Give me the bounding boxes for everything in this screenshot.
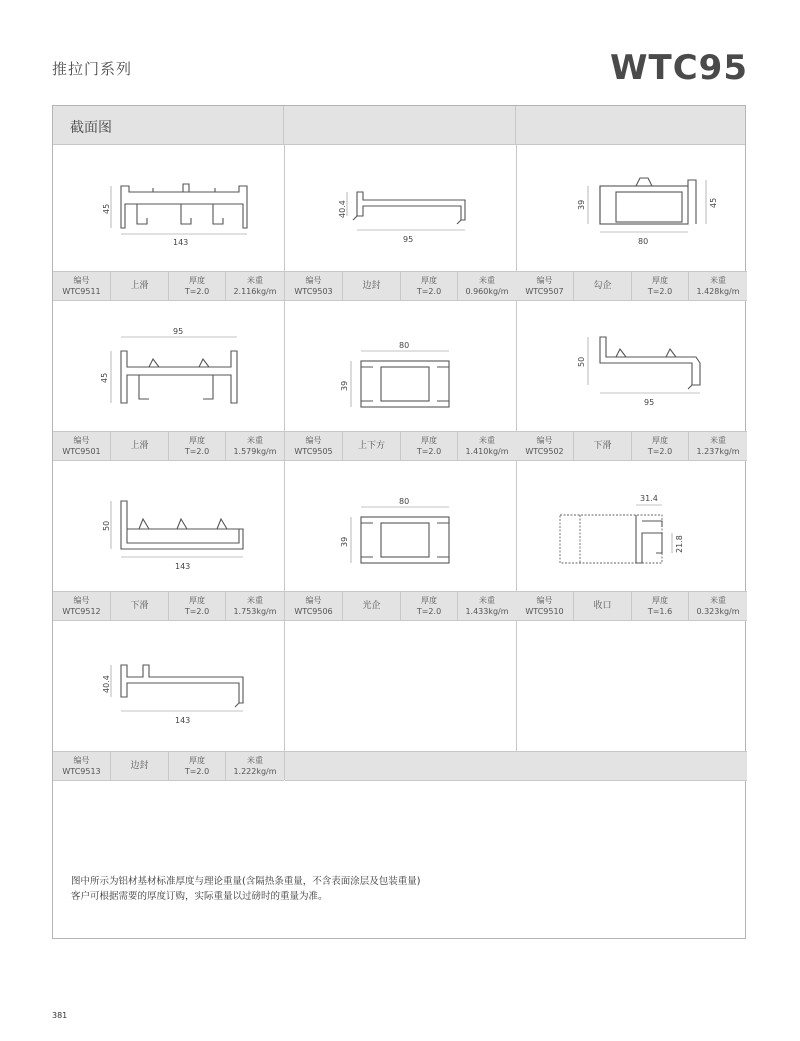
info-bar (53, 591, 284, 621)
profile-name: 下滑 (130, 601, 149, 611)
code-label: 编号 (305, 596, 322, 605)
weight-label: 米重 (247, 436, 263, 445)
code-value: WTC9507 (525, 287, 564, 296)
note-line-1: 图中所示为铝材基材标准厚度与理论重量(含隔热条重量，不含表面涂层及包装重量) (71, 876, 421, 887)
code-value: WTC9506 (294, 607, 333, 616)
profile-cell-wtc9507 (516, 144, 747, 301)
thickness-value: T=2.0 (184, 607, 210, 616)
dim-width: 95 (644, 398, 655, 407)
weight-label: 米重 (479, 276, 495, 285)
dim-width: 80 (638, 237, 649, 246)
profile-cell-wtc9505 (285, 301, 516, 461)
dim-width: 31.4 (640, 494, 658, 503)
code-value: WTC9501 (62, 447, 101, 456)
page-number: 381 (52, 1011, 68, 1020)
profile-name: 上下方 (357, 441, 385, 451)
thickness-label: 厚度 (421, 276, 437, 285)
code-label: 编号 (73, 596, 90, 605)
code-label: 编号 (305, 276, 322, 285)
profile-drawing-wtc9501 (53, 301, 284, 431)
profile-cell-wtc9506 (285, 461, 516, 621)
profile-name: 收口 (593, 601, 612, 611)
profile-name: 勾企 (593, 281, 612, 291)
profile-drawing-wtc9512 (53, 461, 284, 591)
thickness-label: 厚度 (189, 276, 205, 285)
profile-cell-wtc9511 (53, 144, 284, 301)
info-bar (53, 271, 284, 301)
thickness-label: 厚度 (421, 436, 437, 445)
weight-label: 米重 (247, 276, 263, 285)
info-bar (516, 271, 747, 301)
profile-drawing-wtc9503 (285, 144, 516, 271)
dim-height: 50 (577, 356, 586, 367)
info-bar (285, 271, 516, 301)
empty-info-bar (285, 751, 516, 781)
weight-label: 米重 (710, 436, 726, 445)
thickness-label: 厚度 (189, 756, 205, 765)
profile-drawing-wtc9506 (285, 461, 516, 591)
profile-name: 上滑 (130, 441, 149, 451)
profile-name: 上滑 (130, 281, 149, 291)
dim-height: 45 (100, 372, 109, 383)
weight-value: 1.579kg/m (233, 447, 277, 456)
profile-cell-wtc9510 (516, 461, 747, 621)
code-label: 编号 (536, 436, 553, 445)
weight-value: 0.323kg/m (696, 607, 740, 616)
dim-height: 45 (102, 203, 111, 214)
weight-label: 米重 (247, 756, 263, 765)
dim-height-left: 39 (577, 199, 586, 210)
thickness-label: 厚度 (189, 596, 205, 605)
weight-value: 2.116kg/m (233, 287, 277, 296)
info-bar (53, 431, 284, 461)
thickness-value: T=2.0 (416, 447, 442, 456)
thickness-label: 厚度 (652, 436, 668, 445)
profile-cell-wtc9501 (53, 301, 284, 461)
thickness-value: T=2.0 (184, 287, 210, 296)
profile-drawing-wtc9511 (53, 144, 284, 271)
profile-name: 边封 (130, 761, 149, 771)
weight-value: 1.222kg/m (233, 767, 277, 776)
dim-width: 143 (175, 716, 191, 725)
info-bar (285, 431, 516, 461)
profile-drawing-wtc9505 (285, 301, 516, 431)
table-header (53, 106, 745, 145)
weight-value: 1.433kg/m (465, 607, 509, 616)
dim-height: 21.8 (675, 535, 684, 553)
weight-label: 米重 (710, 276, 726, 285)
code-label: 编号 (305, 436, 322, 445)
weight-value: 1.428kg/m (696, 287, 740, 296)
weight-label: 米重 (479, 436, 495, 445)
dim-height: 39 (340, 380, 349, 391)
dim-width: 95 (403, 235, 414, 244)
code-label: 编号 (73, 756, 90, 765)
code-label: 编号 (536, 596, 553, 605)
code-label: 编号 (536, 276, 553, 285)
thickness-value: T=2.0 (184, 767, 210, 776)
profile-cell-wtc9513 (53, 621, 284, 781)
info-bar (285, 591, 516, 621)
info-bar (516, 591, 747, 621)
dim-width: 95 (173, 327, 184, 336)
weight-note (71, 874, 420, 904)
code-value: WTC9512 (62, 607, 101, 616)
weight-label: 米重 (710, 596, 726, 605)
dim-width: 80 (399, 341, 410, 350)
thickness-label: 厚度 (652, 596, 668, 605)
profile-table (52, 105, 746, 939)
weight-value: 1.237kg/m (696, 447, 740, 456)
info-bar (53, 751, 284, 781)
dim-height: 40.4 (338, 200, 347, 218)
thickness-label: 厚度 (421, 596, 437, 605)
dim-height-right: 45 (709, 197, 718, 208)
section-title: 截面图 (70, 120, 112, 136)
weight-label: 米重 (247, 596, 263, 605)
code-value: WTC9502 (525, 447, 564, 456)
thickness-value: T=2.0 (647, 287, 673, 296)
weight-label: 米重 (479, 596, 495, 605)
thickness-value: T=1.6 (647, 607, 673, 616)
profile-name: 光企 (362, 601, 381, 611)
dim-width: 143 (173, 238, 189, 247)
profile-drawing-wtc9502 (516, 301, 747, 431)
dim-height: 50 (102, 520, 111, 531)
dim-height: 40.4 (102, 675, 111, 693)
profile-cell-wtc9503 (285, 144, 516, 301)
thickness-value: T=2.0 (416, 287, 442, 296)
profile-drawing-wtc9510 (516, 461, 747, 591)
info-bar (516, 431, 747, 461)
code-label: 编号 (73, 276, 90, 285)
profile-cell-wtc9512 (53, 461, 284, 621)
dim-width: 143 (175, 562, 191, 571)
code-value: WTC9513 (62, 767, 101, 776)
thickness-value: T=2.0 (184, 447, 210, 456)
note-line-2: 客户可根据需要的厚度订购，实际重量以过磅时的重量为准。 (71, 891, 328, 902)
profile-name: 边封 (362, 281, 381, 291)
weight-value: 1.753kg/m (233, 607, 277, 616)
profile-drawing-wtc9513 (53, 621, 284, 751)
code-value: WTC9511 (62, 287, 101, 296)
profile-name: 下滑 (593, 441, 612, 451)
profile-cell-wtc9502 (516, 301, 747, 461)
code-value: WTC9505 (294, 447, 333, 456)
code-value: WTC9510 (525, 607, 564, 616)
thickness-label: 厚度 (189, 436, 205, 445)
dim-height: 39 (340, 536, 349, 547)
code-label: 编号 (73, 436, 90, 445)
empty-info-bar (516, 751, 747, 781)
weight-value: 0.960kg/m (465, 287, 509, 296)
weight-value: 1.410kg/m (465, 447, 509, 456)
series-title: 推拉门系列 (52, 60, 133, 78)
code-value: WTC9503 (294, 287, 333, 296)
thickness-label: 厚度 (652, 276, 668, 285)
dim-width: 80 (399, 497, 410, 506)
profile-drawing-wtc9507 (516, 144, 747, 271)
thickness-value: T=2.0 (647, 447, 673, 456)
thickness-value: T=2.0 (416, 607, 442, 616)
model-code: WTC95 (610, 48, 748, 88)
